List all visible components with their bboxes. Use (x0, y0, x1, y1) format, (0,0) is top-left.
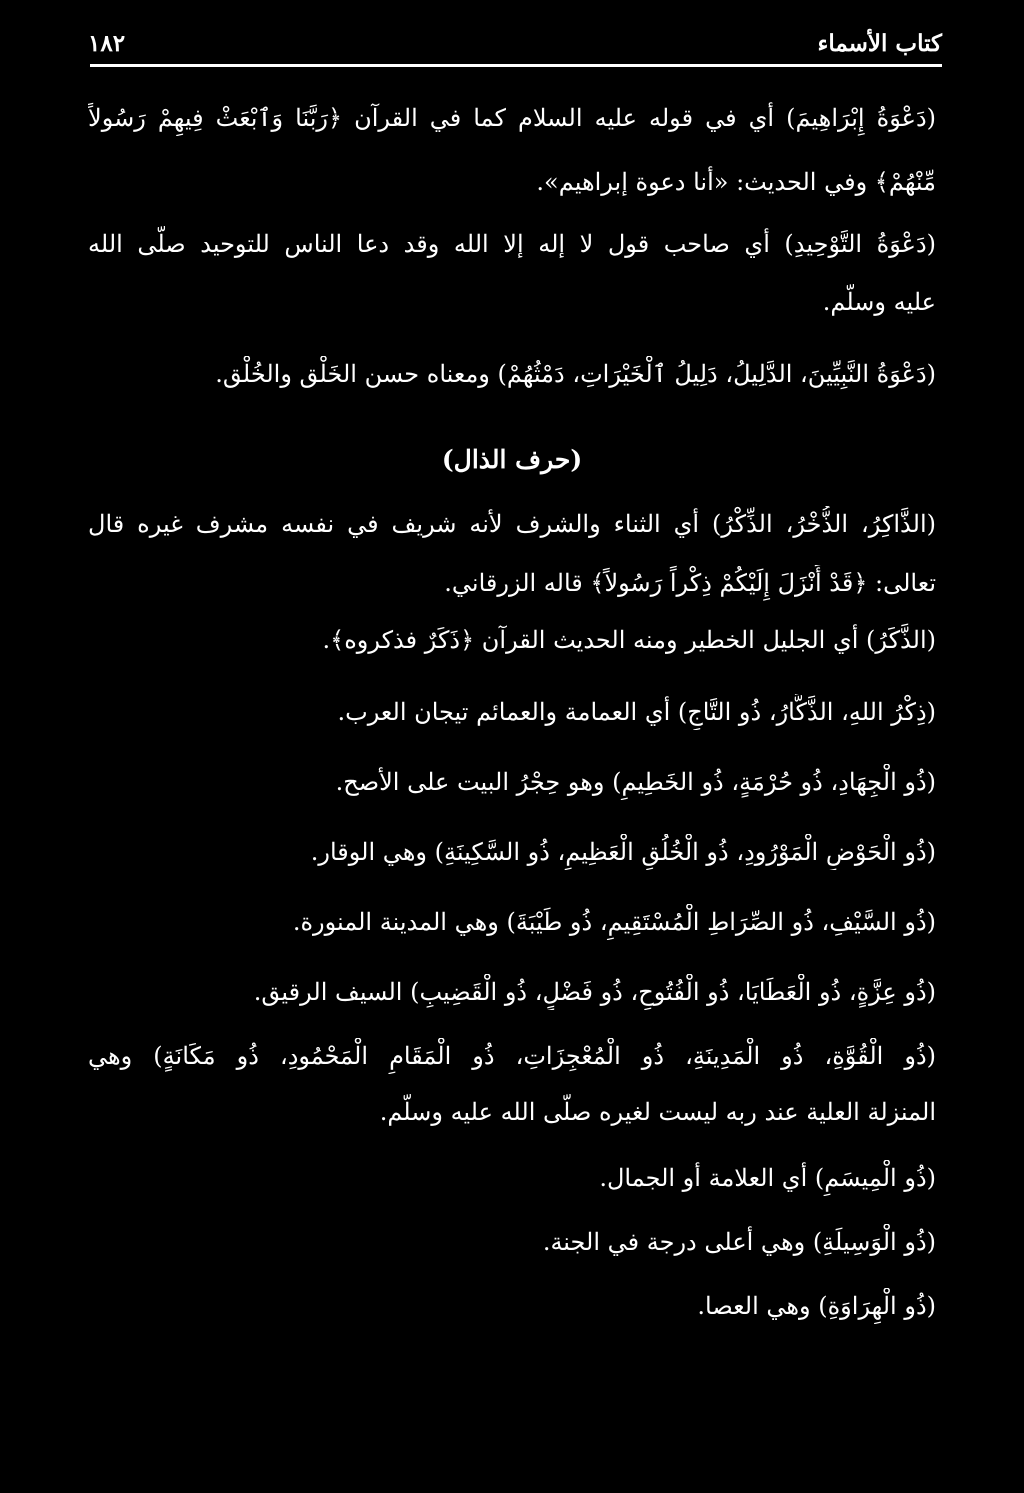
page-header (88, 22, 942, 64)
text-line: (ذُو الْقُوَّةِ، ذُو الْمَدِينَةِ، ذُو الْمُعْجِزَاتِ، ذُو الْمَقَامِ الْمَحْمُودِ، ذُو مَكَانَةٍ) وهي (88, 1042, 936, 1070)
text-line: (ذُو الْحَوْضِ الْمَوْرُودِ، ذُو الْخُلُقِ الْعَظِيمِ، ذُو السَّكِينَةِ) وهي الوقار. (310, 838, 936, 866)
text-line: (دَعْوَةُ النَّبِيِّينَ، الدَّلِيلُ، دَلِيلُ ٱلْخَيْرَاتِ، دَمْثُهُمْ) ومعناه حسن الخَلْق والخُلْق. (215, 360, 936, 388)
text-line: مِّنْهُمْ﴾ وفي الحديث: «أنا دعوة إبراهيم». (536, 168, 936, 196)
page-number: ١٨٢ (88, 29, 126, 57)
header-rule (90, 64, 942, 67)
text-line: (ذُو الْجِهَادِ، ذُو حُرْمَةٍ، ذُو الخَطِيمِ) وهو حِجْرُ البيت على الأصح. (335, 768, 936, 796)
section-title: (حرف الذال) (441, 445, 583, 474)
text-line: تعالى: ﴿قَدْ أَنْزَلَ إِلَيْكُمْ ذِكْراً رَسُولاً﴾ قاله الزرقاني. (444, 569, 936, 597)
text-line: (دَعْوَةُ التَّوْحِيدِ) أي صاحب قول لا إله إلا الله وقد دعا الناس للتوحيد صلّى الله (88, 230, 936, 258)
running-title: كتاب الأسماء (817, 29, 942, 57)
text-line: (ذُو الْهِرَاوَةِ) وهي العصا. (697, 1292, 936, 1320)
text-line: (الذَّاكِرُ، الذُّخْرُ، الذِّكْرُ) أي الثناء والشرف لأنه شريف في نفسه مشرف غيره قال (88, 510, 936, 538)
text-line: (الذَّكَرُ) أي الجليل الخطير ومنه الحديث القرآن ﴿ذَكَرٌ فذكروه﴾. (322, 626, 936, 654)
text-line: (ذُو السَّيْفِ، ذُو الصِّرَاطِ الْمُسْتَقِيمِ، ذُو طَيْبَةَ) وهي المدينة المنورة. (292, 908, 936, 936)
text-line: المنزلة العلية عند ربه ليست لغيره صلّى الله عليه وسلّم. (379, 1098, 936, 1126)
text-line: (ذُو الْمِيسَمِ) أي العلامة أو الجمال. (599, 1164, 936, 1192)
text-line: (ذُو الْوَسِيلَةِ) وهي أعلى درجة في الجنة. (542, 1228, 936, 1256)
text-line: (ذِكْرُ اللهِ، الذَّكَّارُ، ذُو التَّاجِ) أي العمامة والعمائم تيجان العرب. (337, 698, 936, 726)
text-line: (ذُو عِزَّةٍ، ذُو الْعَطَايَا، ذُو الْفُتُوحِ، ذُو فَضْلٍ، ذُو الْقَضِيبِ) السيف الرقيق. (253, 978, 936, 1006)
text-line: عليه وسلّم. (822, 288, 936, 316)
text-line: (دَعْوَةُ إِبْرَاهِيمَ) أي في قوله عليه السلام كما في القرآن ﴿رَبَّنَا وَٱبْعَثْ فِيهِمْ رَسُولاً (88, 104, 936, 132)
